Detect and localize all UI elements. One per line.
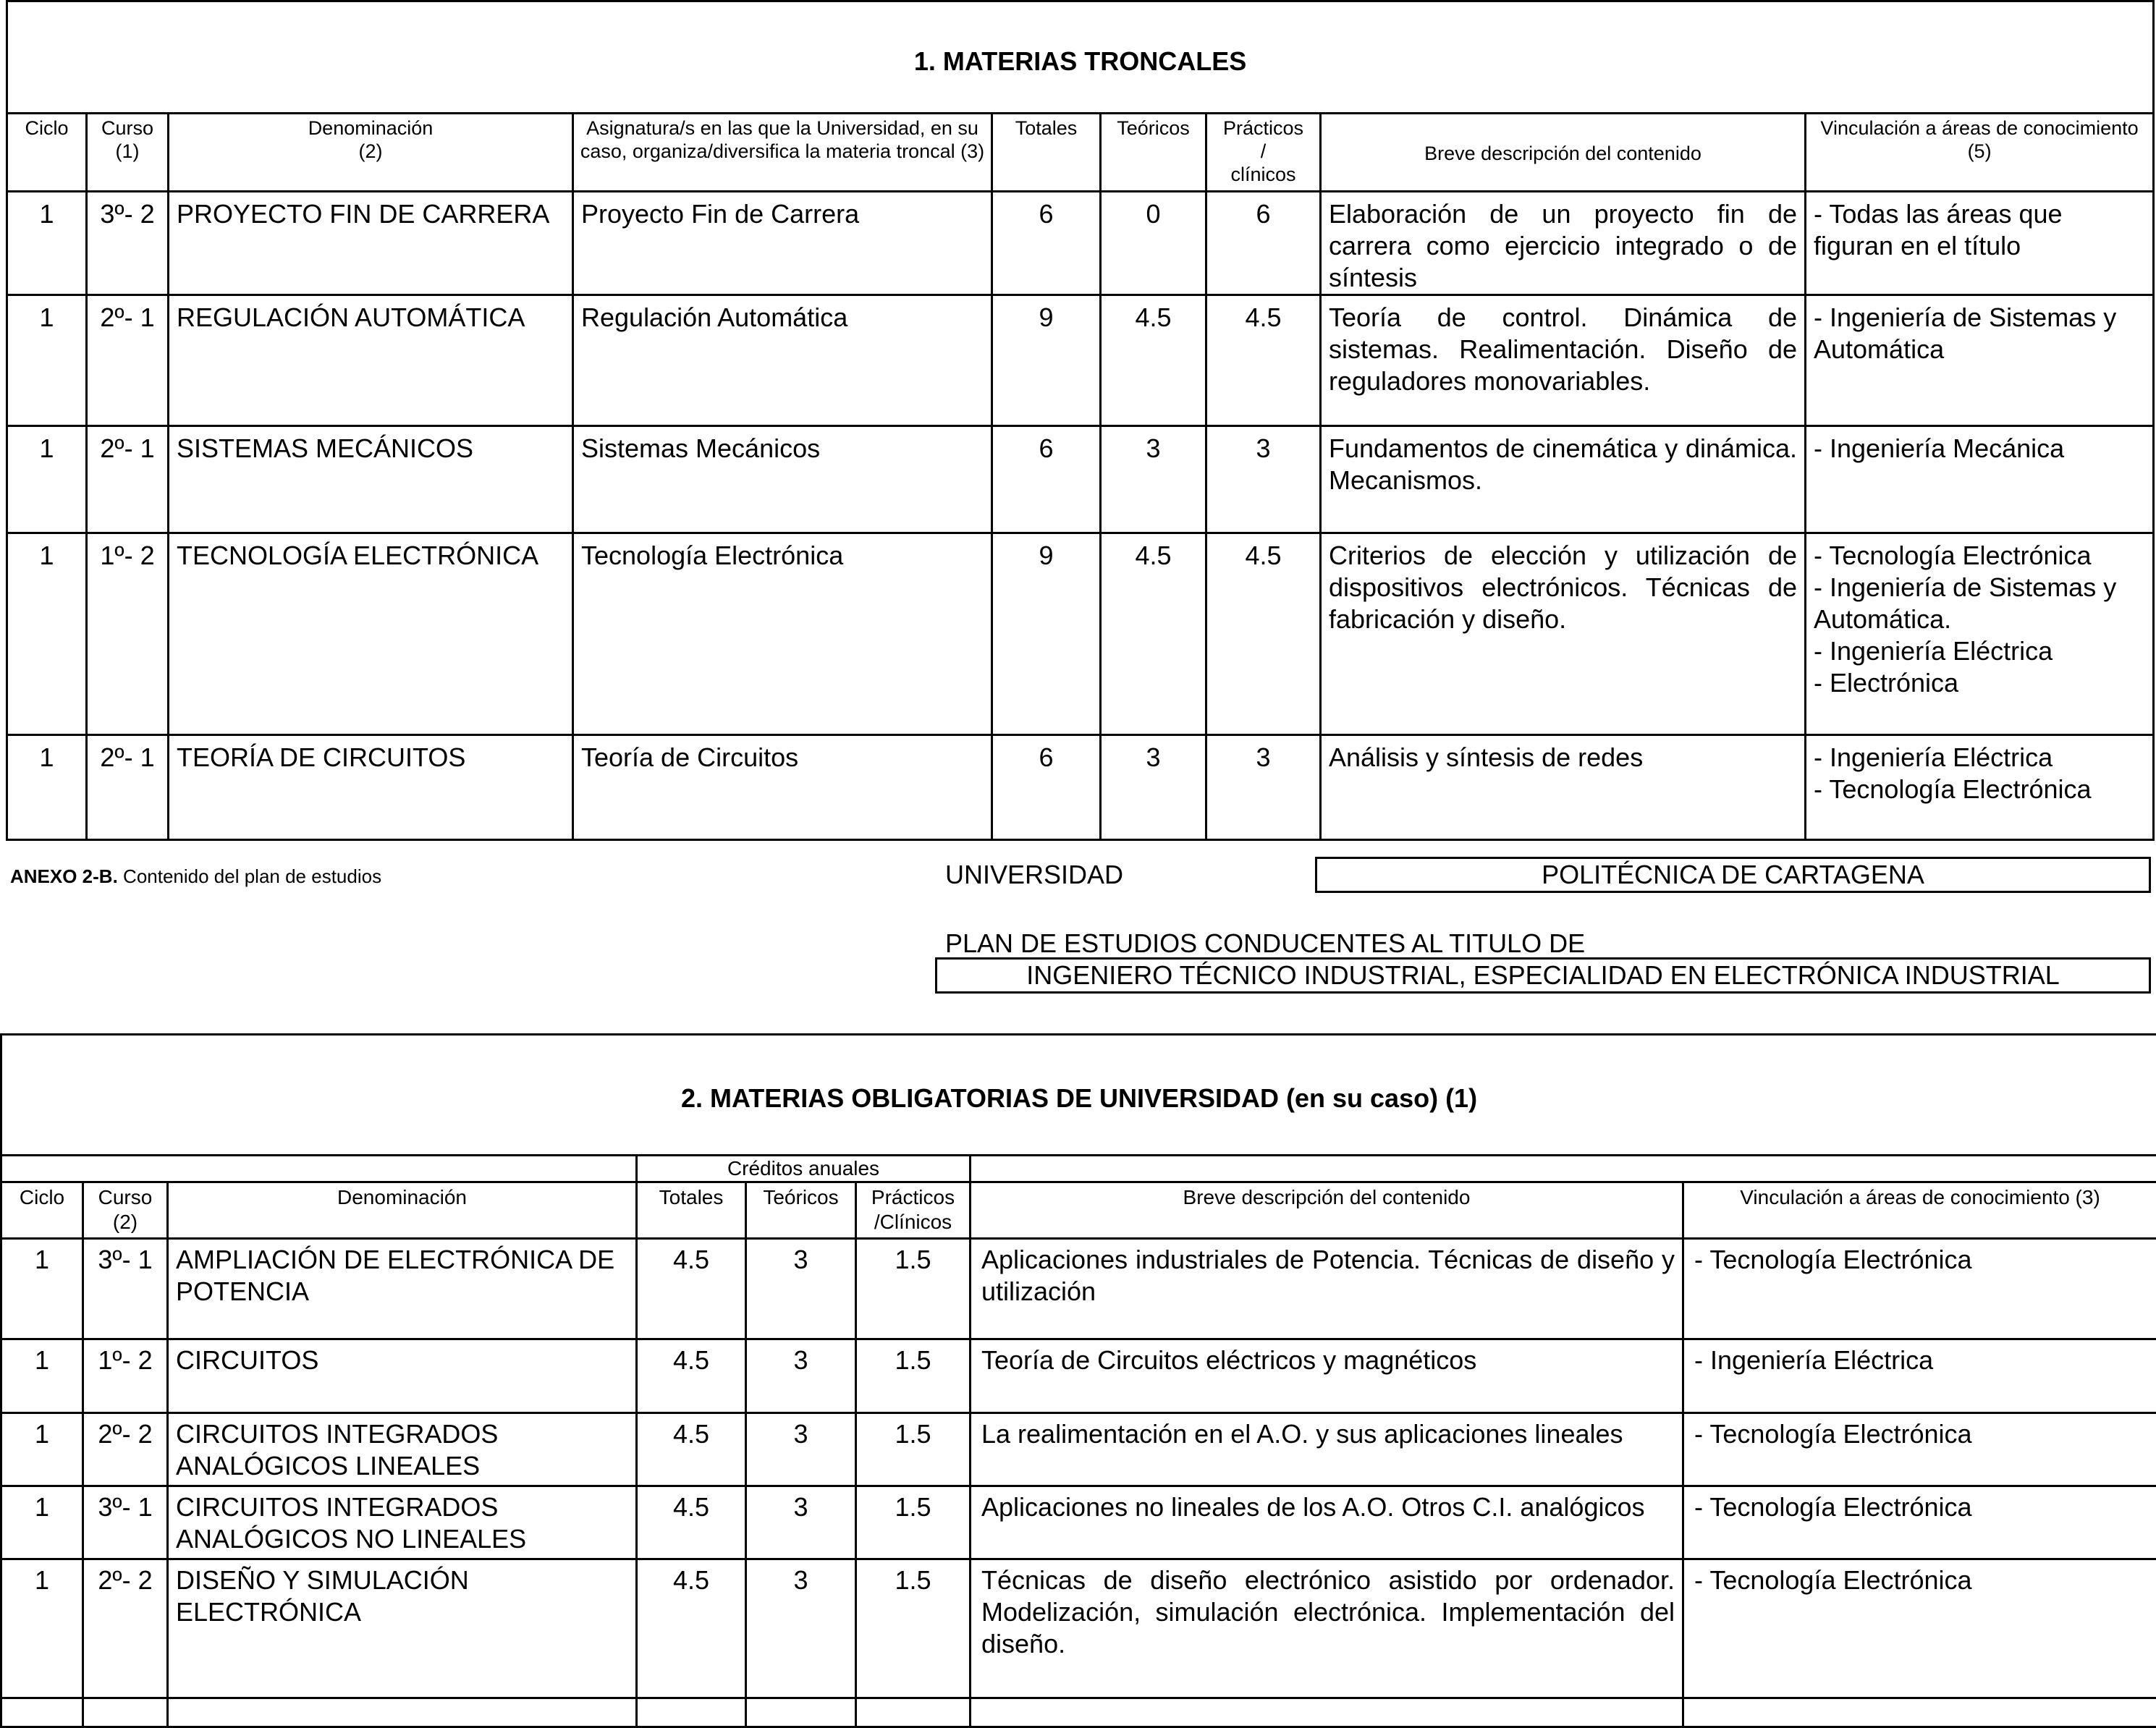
cell-practicos: 1.5 [856, 1239, 971, 1339]
header-curso: Curso (2) [83, 1182, 168, 1239]
cell-ciclo: 1 [1, 1239, 83, 1339]
cell-teoricos: 3 [1101, 426, 1206, 533]
table-row [1, 1559, 2156, 1698]
header-denominacion: Denominación (2) [169, 114, 573, 192]
cell-asignatura: Sistemas Mecánicos [573, 426, 992, 533]
universidad-value: POLITÉCNICA DE CARTAGENA [1315, 857, 2151, 893]
cell-practicos: 1.5 [856, 1486, 971, 1559]
header-vinculacion: Vinculación a áreas de conocimiento (5) [1806, 114, 2154, 192]
cell-descripcion: Criterios de elección y utilización de dispositivos electrónicos. Técnicas de fabricación y diseño. [1321, 533, 1806, 735]
header-totales: Totales [992, 114, 1101, 192]
header-denominacion: Denominación [168, 1182, 637, 1239]
cell-descripcion: Teoría de Circuitos eléctricos y magnéticos [971, 1339, 1683, 1413]
cell-curso: 3º- 1 [83, 1239, 168, 1339]
table1-title: 1. MATERIAS TRONCALES [7, 1, 2154, 114]
blank-cell [168, 1698, 637, 1727]
cell-practicos: 6 [1206, 192, 1321, 295]
blank-cell [83, 1698, 168, 1727]
cell-practicos: 4.5 [1206, 533, 1321, 735]
header-asignatura: Asignatura/s en las que la Universidad, en su caso, organiza/diversifica la materia troncal (3) [573, 114, 992, 192]
cell-totales: 4.5 [637, 1239, 746, 1339]
cell-asignatura: Regulación Automática [573, 295, 992, 426]
cell-descripcion: Análisis y síntesis de redes [1321, 735, 1806, 840]
cell-ciclo: 1 [1, 1486, 83, 1559]
cell-curso: 3º- 1 [83, 1486, 168, 1559]
cell-teoricos: 3 [746, 1239, 856, 1339]
table-row [1, 1486, 2156, 1559]
cell-descripcion: Elaboración de un proyecto fin de carrera como ejercicio integrado o de síntesis [1321, 192, 1806, 295]
cell-curso: 2º- 2 [83, 1413, 168, 1486]
materias-obligatorias-table [0, 1033, 2156, 1728]
cell-totales: 9 [992, 295, 1101, 426]
header-teoricos: Teóricos [1101, 114, 1206, 192]
header-curso: Curso (1) [87, 114, 169, 192]
header-ciclo: Ciclo [7, 114, 87, 192]
header-practicos: Prácticos / clínicos [1206, 114, 1321, 192]
cell-totales: 4.5 [637, 1486, 746, 1559]
cell-ciclo: 1 [1, 1559, 83, 1698]
cell-ciclo: 1 [7, 426, 87, 533]
cell-totales: 4.5 [637, 1339, 746, 1413]
cell-asignatura: Teoría de Circuitos [573, 735, 992, 840]
cell-vinculacion: - Ingeniería de Sistemas y Automática [1806, 295, 2154, 426]
cell-curso: 1º- 2 [87, 533, 169, 735]
cell-teoricos: 3 [746, 1486, 856, 1559]
blank-cell [637, 1698, 746, 1727]
cell-vinculacion: - Ingeniería Mecánica [1806, 426, 2154, 533]
cell-vinculacion: - Ingeniería Eléctrica [1683, 1339, 2156, 1413]
cell-teoricos: 3 [746, 1339, 856, 1413]
cell-descripcion: Aplicaciones no lineales de los A.O. Otros C.I. analógicos [971, 1486, 1683, 1559]
cell-curso: 1º- 2 [83, 1339, 168, 1413]
table-row [7, 192, 2154, 295]
cell-vinculacion: - Todas las áreas que figuran en el título [1806, 192, 2154, 295]
cell-denominacion: DISEÑO Y SIMULACIÓN ELECTRÓNICA [168, 1559, 637, 1698]
cell-teoricos: 3 [746, 1413, 856, 1486]
blank-cell [746, 1698, 856, 1727]
universidad-label: UNIVERSIDAD [945, 860, 1123, 890]
cell-descripcion: La realimentación en el A.O. y sus aplicaciones lineales [971, 1413, 1683, 1486]
table-row [1, 1413, 2156, 1486]
cell-ciclo: 1 [7, 192, 87, 295]
cell-denominacion: CIRCUITOS INTEGRADOS ANALÓGICOS NO LINEALES [168, 1486, 637, 1559]
table-row [1, 1239, 2156, 1339]
table-row [1, 1339, 2156, 1413]
table-row [1, 1698, 2156, 1727]
cell-vinculacion: - Ingeniería Eléctrica - Tecnología Electrónica [1806, 735, 2154, 840]
cell-teoricos: 3 [746, 1559, 856, 1698]
cell-denominacion: TECNOLOGÍA ELECTRÓNICA [169, 533, 573, 735]
cell-curso: 2º- 1 [87, 295, 169, 426]
cell-totales: 4.5 [637, 1413, 746, 1486]
cell-denominacion: PROYECTO FIN DE CARRERA [169, 192, 573, 295]
cell-asignatura: Tecnología Electrónica [573, 533, 992, 735]
cell-ciclo: 1 [1, 1413, 83, 1486]
cell-denominacion: SISTEMAS MECÁNICOS [169, 426, 573, 533]
blank-cell [1, 1156, 637, 1182]
cell-denominacion: CIRCUITOS INTEGRADOS ANALÓGICOS LINEALES [168, 1413, 637, 1486]
cell-teoricos: 4.5 [1101, 533, 1206, 735]
cell-practicos: 1.5 [856, 1413, 971, 1486]
cell-totales: 9 [992, 533, 1101, 735]
header-teoricos: Teóricos [746, 1182, 856, 1239]
titulo-value: INGENIERO TÉCNICO INDUSTRIAL, ESPECIALIDAD EN ELECTRÓNICA INDUSTRIAL [935, 957, 2151, 994]
cell-descripcion: Fundamentos de cinemática y dinámica. Mecanismos. [1321, 426, 1806, 533]
cell-teoricos: 0 [1101, 192, 1206, 295]
cell-teoricos: 3 [1101, 735, 1206, 840]
cell-practicos: 3 [1206, 426, 1321, 533]
cell-totales: 6 [992, 735, 1101, 840]
materias-troncales-table [6, 0, 2155, 841]
header-descripcion: Breve descripción del contenido [971, 1182, 1683, 1239]
table2-title: 2. MATERIAS OBLIGATORIAS DE UNIVERSIDAD (en su caso) (1) [1, 1035, 2156, 1156]
cell-practicos: 3 [1206, 735, 1321, 840]
blank-cell [971, 1156, 2156, 1182]
cell-denominacion: TEORÍA DE CIRCUITOS [169, 735, 573, 840]
cell-vinculacion: - Tecnología Electrónica [1683, 1413, 2156, 1486]
blank-cell [1, 1698, 83, 1727]
blank-cell [856, 1698, 971, 1727]
cell-descripcion: Teoría de control. Dinámica de sistemas. Realimentación. Diseño de reguladores monovariables. [1321, 295, 1806, 426]
cell-asignatura: Proyecto Fin de Carrera [573, 192, 992, 295]
cell-curso: 2º- 1 [87, 426, 169, 533]
cell-totales: 6 [992, 426, 1101, 533]
cell-practicos: 1.5 [856, 1559, 971, 1698]
cell-vinculacion: - Tecnología Electrónica [1683, 1559, 2156, 1698]
plan-label: PLAN DE ESTUDIOS CONDUCENTES AL TITULO DE [945, 928, 1585, 959]
table-row [7, 295, 2154, 426]
cell-totales: 4.5 [637, 1559, 746, 1698]
blank-cell [1683, 1698, 2156, 1727]
cell-vinculacion: - Tecnología Electrónica [1683, 1239, 2156, 1339]
cell-vinculacion: - Tecnología Electrónica - Ingeniería de Sistemas y Automática. - Ingeniería Eléctrica - Electrónica [1806, 533, 2154, 735]
cell-totales: 6 [992, 192, 1101, 295]
header-vinculacion: Vinculación a áreas de conocimiento (3) [1683, 1182, 2156, 1239]
cell-ciclo: 1 [1, 1339, 83, 1413]
cell-descripcion: Aplicaciones industriales de Potencia. Técnicas de diseño y utilización [971, 1239, 1683, 1339]
cell-practicos: 4.5 [1206, 295, 1321, 426]
table-row [7, 426, 2154, 533]
cell-ciclo: 1 [7, 533, 87, 735]
table-row [7, 735, 2154, 840]
header-ciclo: Ciclo [1, 1182, 83, 1239]
cell-descripcion: Técnicas de diseño electrónico asistido por ordenador. Modelización, simulación electrónica. Implementación del diseño. [971, 1559, 1683, 1698]
header-descripcion: Breve descripción del contenido [1321, 114, 1806, 192]
cell-curso: 3º- 2 [87, 192, 169, 295]
anexo-caption [10, 865, 381, 888]
anexo-text: Contenido del plan de estudios [118, 865, 381, 887]
cell-ciclo: 1 [7, 735, 87, 840]
blank-cell [971, 1698, 1683, 1727]
cell-practicos: 1.5 [856, 1339, 971, 1413]
header-practicos: Prácticos /Clínicos [856, 1182, 971, 1239]
table-row [7, 533, 2154, 735]
cell-curso: 2º- 2 [83, 1559, 168, 1698]
anexo-label: ANEXO 2-B. [10, 865, 118, 887]
cell-curso: 2º- 1 [87, 735, 169, 840]
header-totales: Totales [637, 1182, 746, 1239]
cell-denominacion: AMPLIACIÓN DE ELECTRÓNICA DE POTENCIA [168, 1239, 637, 1339]
cell-denominacion: CIRCUITOS [168, 1339, 637, 1413]
cell-teoricos: 4.5 [1101, 295, 1206, 426]
cell-denominacion: REGULACIÓN AUTOMÁTICA [169, 295, 573, 426]
cell-vinculacion: - Tecnología Electrónica [1683, 1486, 2156, 1559]
creditos-anuales-header: Créditos anuales [637, 1156, 971, 1182]
cell-ciclo: 1 [7, 295, 87, 426]
